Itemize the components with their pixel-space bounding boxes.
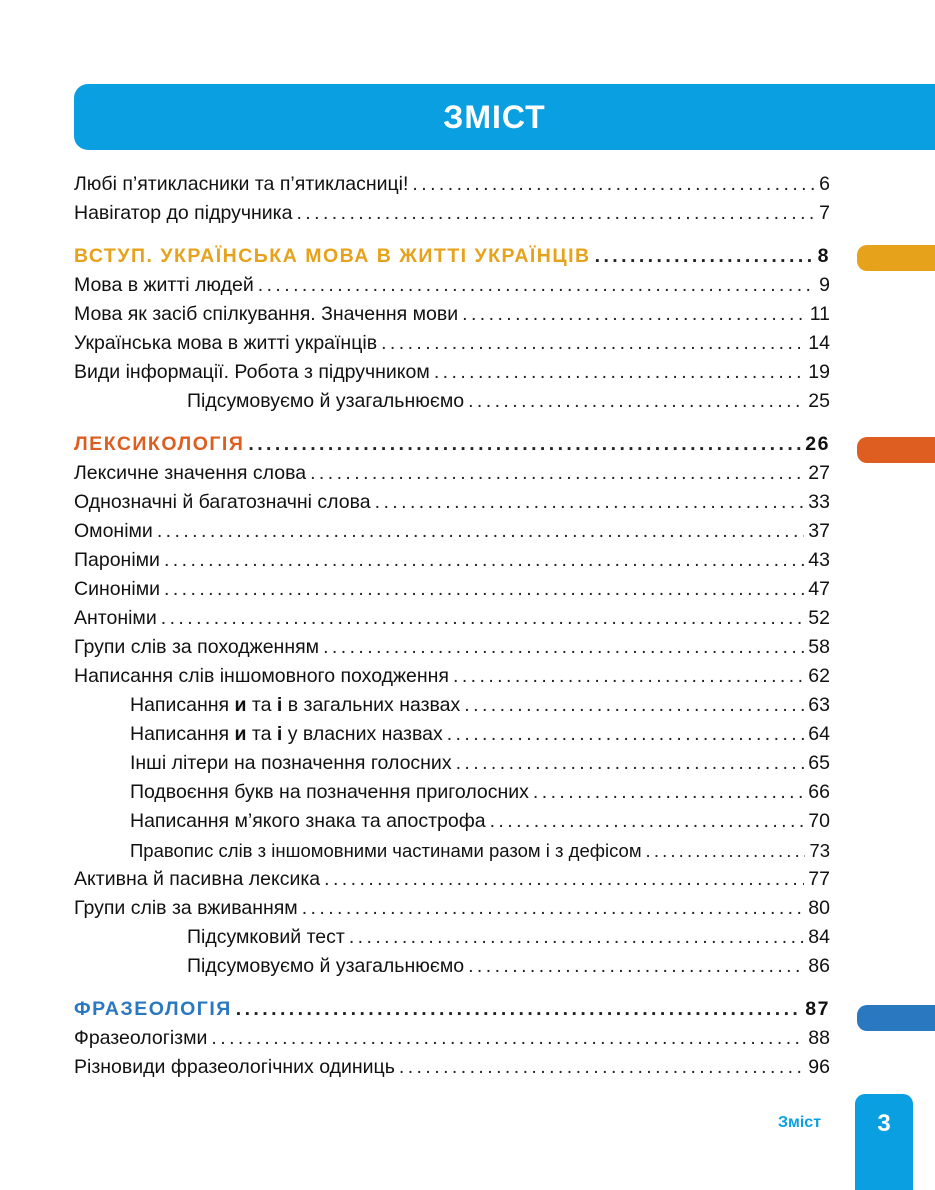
page-ref: 70 [808,810,830,832]
dot-leader [453,662,804,691]
toc-entry[interactable]: Написання и та і у власних назвах . . . 64 [74,720,830,749]
toc-entry[interactable]: Мова в житті людей . . . 9 [74,271,830,300]
dot-leader [456,749,805,778]
toc-entry[interactable]: Українська мова в житті українців . . . 14 [74,329,830,358]
page-number-box [855,1094,913,1190]
toc-entry[interactable]: Написання слів іншомовного походження . . . 62 [74,662,830,691]
dot-leader [324,865,804,894]
toc-entry[interactable]: Антоніми . . . 52 [74,604,830,633]
toc-entry[interactable]: Подвоєння букв на позначення приголосних . . . 66 [74,778,830,807]
page-ref: 64 [808,723,830,745]
dot-leader [447,720,805,749]
page-ref: 84 [808,926,830,948]
dot-leader [157,517,804,546]
dot-leader [490,807,805,836]
title-banner [74,84,935,150]
toc-entry[interactable]: Активна й пасивна лексика . . . 77 [74,865,830,894]
toc-entry[interactable]: Любі п’ятикласники та п’ятикласниці! . . . 6 [74,170,830,199]
page-ref: 6 [819,173,830,195]
page-ref: 33 [808,491,830,513]
toc-entry[interactable]: Види інформації. Робота з підручником . . . 19 [74,358,830,387]
dot-leader [468,387,804,416]
footer-section-label: Зміст [778,1114,822,1131]
toc-entry[interactable]: Групи слів за вживанням . . . 80 [74,894,830,923]
page-ref: 88 [808,1027,830,1049]
page-ref: 73 [809,840,830,861]
dot-leader [646,836,806,865]
section-tab-lexicology [857,437,935,463]
page-ref: 86 [808,955,830,977]
page-ref: 9 [819,274,830,296]
page-ref: 37 [808,520,830,542]
dot-leader [462,300,806,329]
page-ref: 80 [808,897,830,919]
toc-entry[interactable]: Різновиди фразеологічних одиниць . . . 96 [74,1053,830,1082]
toc-entry[interactable]: Підсумовуємо й узагальнюємо . . . 86 [74,952,830,981]
dot-leader [248,430,801,459]
dot-leader [468,952,804,981]
page-ref: 8 [817,245,830,267]
dot-leader [375,488,805,517]
page-title: ЗМІСТ [443,98,546,135]
page-ref: 65 [808,752,830,774]
toc-entry[interactable]: Синоніми . . . 47 [74,575,830,604]
page-ref: 87 [805,998,830,1020]
toc-entry[interactable]: Правопис слів з іншомовними частинами разом і з дефісом . . . 73 [74,836,830,865]
dot-leader [412,170,815,199]
toc-entry[interactable]: Групи слів за походженням . . . 58 [74,633,830,662]
page-ref: 27 [808,462,830,484]
dot-leader [211,1024,804,1053]
dot-leader [464,691,804,720]
dot-leader [164,575,804,604]
dot-leader [296,199,815,228]
toc-entry[interactable]: Лексичне значення слова . . . 27 [74,459,830,488]
page-ref: 7 [819,202,830,224]
page-ref: 77 [808,868,830,890]
dot-leader [349,923,804,952]
page-ref: 47 [808,578,830,600]
page-ref: 11 [809,303,830,325]
dot-leader [533,778,804,807]
dot-leader [302,894,805,923]
toc-entry[interactable]: Підсумовуємо й узагальнюємо . . . 25 [74,387,830,416]
dot-leader [595,242,814,271]
toc-entry[interactable]: Написання м’якого знака та апострофа . . . 70 [74,807,830,836]
page-number: 3 [877,1110,891,1137]
toc-section-heading[interactable]: ФРАЗЕОЛОГІЯ . . . 87 [74,995,830,1024]
toc-entry[interactable]: Пароніми . . . 43 [74,546,830,575]
toc-entry[interactable]: Фразеологізми . . . 88 [74,1024,830,1053]
toc-entry[interactable]: Інші літери на позначення голосних . . . 65 [74,749,830,778]
toc-entry[interactable]: Написання и та і в загальних назвах . . . 63 [74,691,830,720]
page-ref: 58 [808,636,830,658]
page-ref: 96 [808,1056,830,1078]
dot-leader [323,633,804,662]
toc-entry[interactable]: Мова як засіб спілкування. Значення мови . . . 11 [74,300,830,329]
dot-leader [434,358,804,387]
section-tab-intro [857,245,935,271]
dot-leader [310,459,804,488]
table-of-contents [74,170,830,1082]
page-ref: 19 [808,361,830,383]
page-ref: 62 [808,665,830,687]
toc-section-heading[interactable]: ВСТУП. УКРАЇНСЬКА МОВА В ЖИТТІ УКРАЇНЦІВ . . . 8 [74,242,830,271]
toc-entry[interactable]: Омоніми . . . 37 [74,517,830,546]
dot-leader [258,271,815,300]
section-tab-phraseology [857,1005,935,1031]
toc-section-heading[interactable]: ЛЕКСИКОЛОГІЯ . . . 26 [74,430,830,459]
page-ref: 66 [808,781,830,803]
dot-leader [381,329,804,358]
toc-entry[interactable]: Однозначні й багатозначні слова . . . 33 [74,488,830,517]
toc-entry[interactable]: Підсумковий тест . . . 84 [74,923,830,952]
dot-leader [164,546,804,575]
page-ref: 25 [808,390,830,412]
toc-entry[interactable]: Навігатор до підручника . . . 7 [74,199,830,228]
page-ref: 43 [808,549,830,571]
page-ref: 63 [808,694,830,716]
page-ref: 26 [805,433,830,455]
page-ref: 14 [808,332,830,354]
page-ref: 52 [808,607,830,629]
dot-leader [399,1053,804,1082]
dot-leader [161,604,805,633]
dot-leader [236,995,802,1024]
